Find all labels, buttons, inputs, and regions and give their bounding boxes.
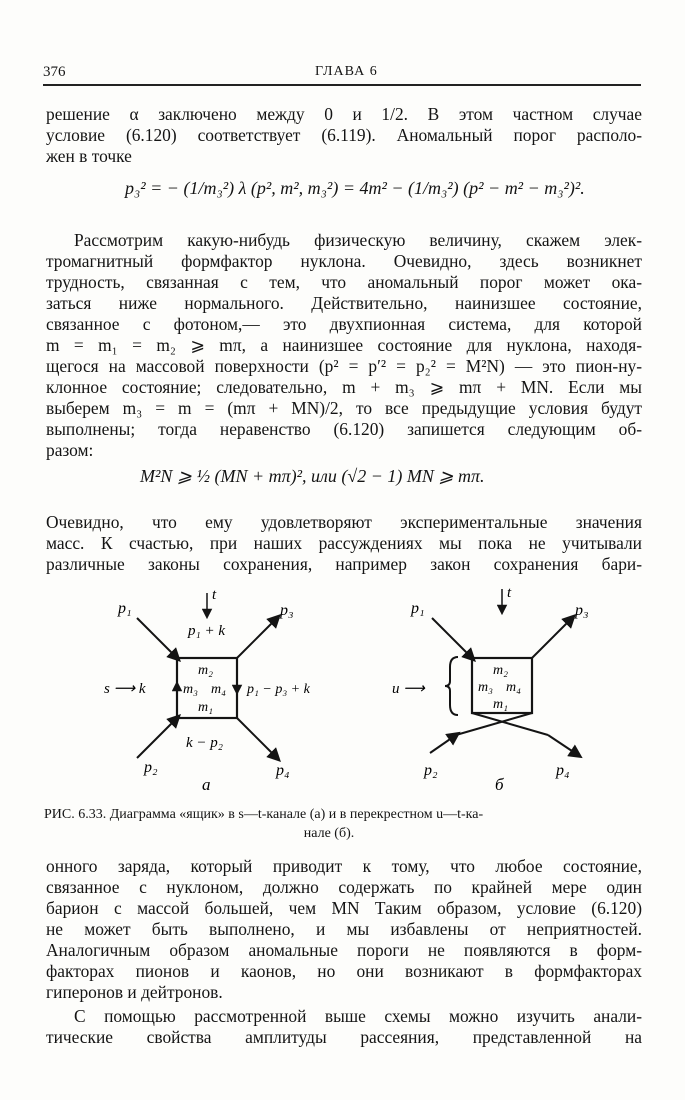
brace-b: [445, 657, 458, 715]
label-p3-b: p₃: [575, 602, 589, 619]
label-t-b: t: [507, 585, 512, 601]
paragraph-1: [46, 104, 642, 167]
line-cross-2-b: [456, 713, 532, 735]
text-line: заться ниже нормального. Действительно, наинизшее состояние,: [46, 293, 642, 313]
label-m2-a: m₂: [198, 663, 213, 678]
text-line: m = m₁ = m₂ ⩾ mπ, а наинизшее состояние для нуклона, находя-: [46, 335, 642, 355]
text-line: трудность, связанная с тем, что аномальный порог может ока-: [46, 272, 642, 292]
caption-line-1: РИС. 6.33. Диаграмма «ящик» в s—t-канале (а) и в перекрестном u—t-ка-: [44, 807, 484, 822]
label-top-a: p₁ + k: [188, 623, 225, 639]
label-p2-b: p₂: [424, 762, 438, 779]
page-number: 376: [43, 64, 66, 80]
box-diagrams: [0, 585, 685, 800]
text-line: тромагнитный формфактор нуклона. Очевидно, здесь возникнет: [46, 251, 642, 271]
paragraph-2: [46, 230, 642, 461]
line-cross-1-b: [472, 713, 548, 735]
text-line: барион с массой большей, чем MN Таким образом, условие (6.120): [46, 898, 642, 918]
caption-line-2: нале (б).: [303, 826, 355, 841]
label-m2-b: m₂: [493, 663, 508, 678]
paragraph-3: [46, 512, 642, 575]
paragraph-4: [46, 856, 642, 1003]
text-line: щегося на массовой поверхности (p² = p′² = p₂² = M²N) — это пион-ну-: [46, 356, 642, 376]
diagram-b: [392, 585, 589, 794]
label-right-a: p₁ − p₃ + k: [247, 682, 310, 697]
line-p2-b: [430, 735, 456, 753]
label-p1-b: p₁: [411, 600, 425, 617]
label-u-b: u ⟶: [392, 681, 425, 697]
label-p3-a: p₃: [280, 602, 294, 619]
label-m1-a: m₁: [198, 700, 213, 715]
text-line: решение α заключено между 0 и 1/2. В этом частном случае: [46, 104, 642, 124]
line-p3-a: [237, 618, 277, 658]
line-p1-a: [137, 618, 177, 658]
text-line: жен в точке: [46, 146, 132, 166]
text-line: гиперонов и дейтронов.: [46, 982, 223, 1002]
text-line: условие (6.120) соответствует (6.119). Аномальный порог располо-: [46, 125, 642, 145]
label-m4-a: m₄: [211, 682, 226, 697]
label-p4-b: p₄: [556, 762, 570, 779]
text-line: Очевидно, что ему удовлетворяют экспериментальные значения: [46, 512, 642, 532]
text-line: разом:: [46, 440, 94, 460]
text-line: масс. К счастью, при наших рассуждениях мы пока не учитывали: [46, 533, 642, 553]
line-p4-a: [237, 718, 277, 758]
label-t-a: t: [212, 587, 217, 603]
chapter-title: ГЛАВА 6: [315, 64, 378, 79]
formula-anomalous-threshold: p₃² = − (1/m₃²) λ (p², m², m₃²) = 4m² − (1/m₃²) (p² − m² − m₃²)².: [125, 178, 585, 198]
paragraph-5: [46, 1006, 642, 1048]
label-m4-b: m₄: [506, 680, 521, 695]
line-p2-a: [137, 718, 177, 758]
label-diagram-b: б: [495, 775, 504, 794]
text-line: выполнены; тогда неравенство (6.120) запишется следующим об-: [46, 419, 642, 439]
line-p4-b: [548, 735, 578, 755]
label-p1-a: p₁: [118, 600, 132, 617]
text-line: клонное состояние; следовательно, m + m₃ ⩾ mπ + MN. Если мы: [46, 377, 642, 397]
label-m1-b: m₁: [493, 697, 508, 712]
diagram-a: [104, 587, 311, 794]
text-line: факторах пионов и каонов, но они возникают в формфакторах: [46, 961, 642, 981]
formula-mass-condition: M²N ⩾ ½ (MN + mπ)², или (√2 − 1) MN ⩾ mπ.: [140, 466, 485, 486]
label-p2-a: p₂: [144, 759, 158, 776]
text-line: онного заряда, который приводит к тому, что любое состояние,: [46, 856, 642, 876]
line-p1-b: [432, 618, 472, 658]
header-rule: [43, 84, 641, 86]
text-line: различные законы сохранения, например закон сохранения бари-: [46, 554, 642, 574]
label-bottom-a: k − p₂: [186, 735, 223, 751]
text-line: связанное с нуклоном, должно содержать по крайней мере один: [46, 877, 642, 897]
line-p3-b: [532, 618, 572, 658]
label-diagram-a: а: [202, 775, 211, 794]
label-p4-a: p₄: [276, 762, 290, 779]
text-line: С помощью рассмотренной выше схемы можно изучить анали-: [74, 1006, 642, 1026]
label-m3-a: m₃: [183, 682, 198, 697]
text-line: не может быть выполнено, и мы избавлены от неприятностей.: [46, 919, 642, 939]
text-line: связанное с фотоном,— это двухпионная система, для которой: [46, 314, 642, 334]
figure-caption: [44, 805, 644, 843]
text-line: тические свойства амплитуды рассеяния, представленной на: [46, 1027, 642, 1047]
text-line: выберем m₃ = m = (mπ + MN)/2, то все предыдущие условия будут: [46, 398, 642, 418]
label-m3-b: m₃: [478, 680, 493, 695]
text-line: Рассмотрим какую-нибудь физическую величину, скажем элек-: [74, 230, 642, 250]
label-left-a: s ⟶ k: [104, 681, 146, 697]
text-line: Аналогичным образом аномальные пороги не появляются в форм-: [46, 940, 642, 960]
